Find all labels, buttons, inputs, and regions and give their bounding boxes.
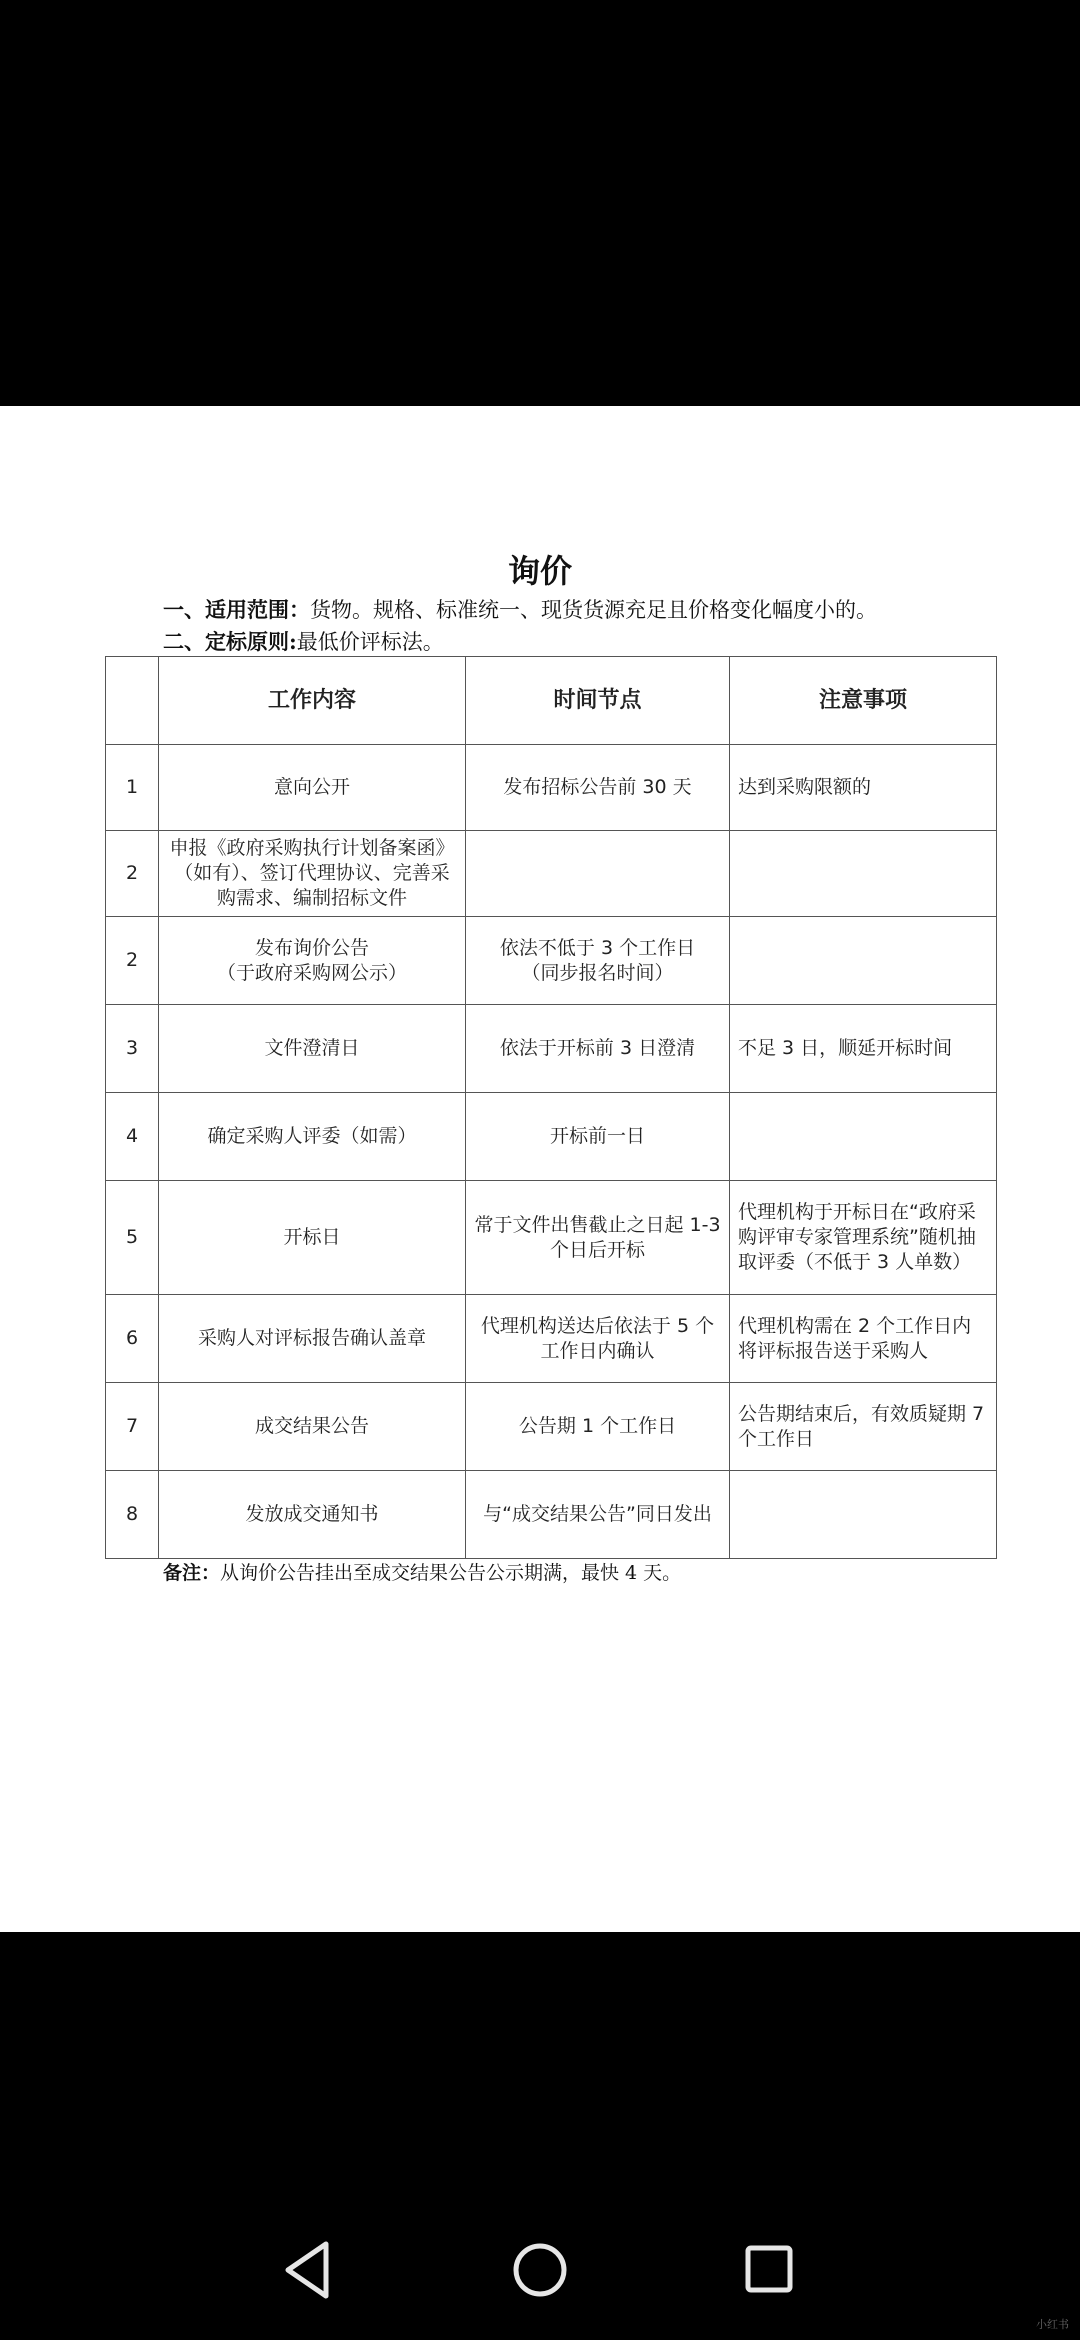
table-row bbox=[106, 917, 997, 1005]
table-row bbox=[106, 1005, 997, 1093]
header-work: 工作内容 bbox=[159, 657, 466, 745]
remark-label: 备注： bbox=[163, 1562, 221, 1584]
row-note bbox=[730, 917, 997, 1005]
row-work: 采购人对评标报告确认盖章 bbox=[159, 1295, 466, 1383]
row-work: 申报《政府采购执行计划备案函》（如有）、签订代理协议、完善采购需求、编制招标文件 bbox=[159, 831, 466, 917]
header-note: 注意事项 bbox=[730, 657, 997, 745]
remark-line bbox=[163, 1558, 681, 1585]
row-note: 代理机构于开标日在“政府采购评审专家管理系统”随机抽取评委（不低于 3 人单数） bbox=[730, 1181, 997, 1295]
row-time: 依法不低于 3 个工作日 （同步报名时间） bbox=[466, 917, 730, 1005]
home-button[interactable] bbox=[500, 2230, 580, 2310]
table-row bbox=[106, 745, 997, 831]
row-note bbox=[730, 831, 997, 917]
row-work: 确定采购人评委（如需） bbox=[159, 1093, 466, 1181]
scope-text: 货物。规格、标准统一、现货货源充足且价格变化幅度小的。 bbox=[310, 598, 877, 622]
scope-line bbox=[163, 594, 877, 624]
row-num: 3 bbox=[106, 1005, 159, 1093]
table-row bbox=[106, 1471, 997, 1559]
row-num: 7 bbox=[106, 1383, 159, 1471]
principle-text: 最低价评标法。 bbox=[296, 630, 444, 654]
back-button[interactable] bbox=[268, 2230, 348, 2310]
row-note bbox=[730, 1093, 997, 1181]
row-note bbox=[730, 1471, 997, 1559]
row-note: 代理机构需在 2 个工作日内将评标报告送于采购人 bbox=[730, 1295, 997, 1383]
row-time: 依法于开标前 3 日澄清 bbox=[466, 1005, 730, 1093]
row-work: 开标日 bbox=[159, 1181, 466, 1295]
row-note: 达到采购限额的 bbox=[730, 745, 997, 831]
row-time: 代理机构送达后依法于 5 个工作日内确认 bbox=[466, 1295, 730, 1383]
back-triangle-icon bbox=[268, 2230, 348, 2310]
row-time: 开标前一日 bbox=[466, 1093, 730, 1181]
watermark-logo: 小红书 bbox=[1036, 2318, 1069, 2331]
home-circle-icon bbox=[500, 2230, 580, 2310]
row-num: 2 bbox=[106, 917, 159, 1005]
remark-text: 从询价公告挂出至成交结果公告公示期满，最快 4 天。 bbox=[220, 1562, 682, 1584]
principle-label: 二、定标原则: bbox=[163, 629, 297, 654]
header-time: 时间节点 bbox=[466, 657, 730, 745]
row-num: 4 bbox=[106, 1093, 159, 1181]
row-num: 2 bbox=[106, 831, 159, 917]
principle-line bbox=[163, 626, 444, 656]
table-row bbox=[106, 1295, 997, 1383]
table-row bbox=[106, 1383, 997, 1471]
table-row bbox=[106, 1181, 997, 1295]
row-time: 常于文件出售截止之日起 1-3 个日后开标 bbox=[466, 1181, 730, 1295]
header-num bbox=[106, 657, 159, 745]
row-num: 5 bbox=[106, 1181, 159, 1295]
row-time bbox=[466, 831, 730, 917]
document-image bbox=[0, 406, 1080, 1932]
table-row bbox=[106, 1093, 997, 1181]
row-time: 与“成交结果公告”同日发出 bbox=[466, 1471, 730, 1559]
scope-label: 一、适用范围： bbox=[163, 597, 310, 622]
table-row bbox=[106, 831, 997, 917]
row-note: 不足 3 日，顺延开标时间 bbox=[730, 1005, 997, 1093]
row-num: 1 bbox=[106, 745, 159, 831]
row-work: 成交结果公告 bbox=[159, 1383, 466, 1471]
recent-square-icon bbox=[728, 2230, 808, 2310]
row-work: 意向公开 bbox=[159, 745, 466, 831]
row-work: 发布询价公告 （于政府采购网公示） bbox=[159, 917, 466, 1005]
row-time: 发布招标公告前 30 天 bbox=[466, 745, 730, 831]
navigation-bar bbox=[0, 2200, 1080, 2340]
document-title: 询价 bbox=[507, 552, 572, 590]
row-work: 发放成交通知书 bbox=[159, 1471, 466, 1559]
table-header-row bbox=[106, 657, 997, 745]
recent-apps-button[interactable] bbox=[728, 2230, 808, 2310]
row-time: 公告期 1 个工作日 bbox=[466, 1383, 730, 1471]
row-num: 6 bbox=[106, 1295, 159, 1383]
row-note: 公告期结束后，有效质疑期 7 个工作日 bbox=[730, 1383, 997, 1471]
row-num: 8 bbox=[106, 1471, 159, 1559]
row-work: 文件澄清日 bbox=[159, 1005, 466, 1093]
process-table bbox=[105, 656, 997, 1559]
